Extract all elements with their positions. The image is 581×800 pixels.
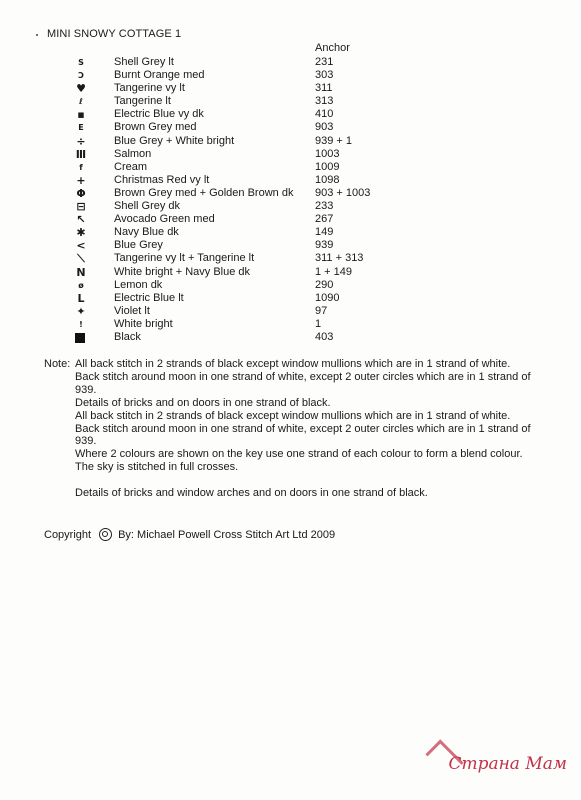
thread-color-name: Black	[114, 330, 141, 343]
stitch-symbol-icon: ⟍	[77, 252, 85, 266]
thread-color-name: Cream	[114, 160, 148, 173]
key-row	[70, 56, 390, 69]
stitch-symbol-icon: ♥	[76, 82, 86, 96]
key-row	[70, 292, 390, 305]
copyright-text: By: Michael Powell Cross Stitch Art Ltd 2009	[118, 528, 336, 541]
copyright-line	[44, 528, 335, 541]
anchor-number: 233	[315, 200, 334, 213]
copyright-label: Copyright	[44, 528, 92, 541]
thread-color-name: Shell Grey lt	[114, 56, 174, 68]
anchor-number: 267	[315, 213, 334, 226]
note-line: All back stitch in 2 strands of black except window mullions which are in 1 strand of white.	[75, 409, 511, 422]
notes-label: Note:	[44, 358, 71, 370]
page-title: MINI SNOWY COTTAGE 1	[47, 28, 182, 40]
thread-color-name: Shell Grey dk	[114, 200, 181, 213]
stitch-symbol-icon: Φ	[76, 186, 86, 200]
stitch-symbol-icon: ⊟	[76, 200, 86, 214]
anchor-number: 311 + 313	[315, 252, 364, 265]
note-line: Where 2 colours are shown on the key use one strand of each colour to form a blend colour.	[75, 448, 523, 461]
anchor-number: 939	[315, 239, 334, 252]
note-line: All back stitch in 2 strands of black except window mullions which are in 1 strand of white.	[75, 358, 511, 370]
key-row	[70, 279, 390, 292]
key-row	[70, 161, 390, 174]
key-row	[70, 239, 390, 252]
thread-color-name: Tangerine vy lt	[114, 82, 185, 95]
thread-color-name: Blue Grey + White bright	[114, 134, 235, 147]
stitch-symbol-icon: E	[78, 123, 84, 133]
notes-spacer	[75, 474, 554, 487]
thread-color-name: Lemon dk	[114, 278, 163, 291]
key-row	[70, 148, 390, 161]
stitch-symbol-icon: ø	[78, 280, 84, 290]
key-row	[70, 135, 390, 148]
thread-color-name: Avocado Green med	[114, 213, 215, 226]
watermark-text: Страна Мам	[448, 754, 567, 774]
anchor-number: 903 + 1003	[315, 186, 371, 199]
key-row	[70, 95, 390, 108]
thread-color-name: Brown Grey med	[114, 121, 197, 134]
note-line: Back stitch around moon in one strand of white, except 2 outer circles which are in 1 strand of 939.	[75, 422, 531, 448]
anchor-number: 97	[315, 304, 328, 317]
stitch-symbol-icon: +	[76, 173, 86, 187]
anchor-number: 231	[315, 56, 334, 68]
anchor-number: 1090	[315, 291, 340, 304]
stitch-symbol-icon	[75, 333, 85, 343]
stitch-symbol-icon: !	[79, 319, 83, 329]
anchor-number: 403	[315, 330, 334, 343]
key-row	[70, 121, 390, 134]
thread-color-name: Tangerine vy lt + Tangerine lt	[114, 252, 255, 265]
key-row	[70, 305, 390, 318]
anchor-number: 303	[315, 69, 334, 82]
thread-color-name: Salmon	[114, 147, 152, 160]
watermark-logo	[448, 754, 567, 774]
key-row	[70, 108, 390, 121]
anchor-number: 149	[315, 226, 334, 239]
thread-color-name: White bright + Navy Blue dk	[114, 265, 251, 278]
stitch-symbol-icon: ÷	[76, 134, 86, 148]
stitch-symbol-icon: N	[76, 265, 86, 279]
anchor-number: 1009	[315, 160, 340, 173]
anchor-number: 290	[315, 278, 334, 291]
thread-color-name: Burnt Orange med	[114, 69, 205, 82]
note-line: The sky is stitched in full crosses.	[75, 461, 239, 474]
notes-section	[44, 358, 554, 500]
anchor-number: 313	[315, 95, 334, 108]
stitch-symbol-icon: ▪	[77, 108, 85, 122]
thread-color-name: Blue Grey	[114, 239, 163, 252]
stitch-symbol-icon: Ⅲ	[75, 147, 87, 161]
anchor-number: 1098	[315, 173, 340, 186]
stitch-symbol-icon: ✦	[76, 304, 86, 318]
thread-color-name: Electric Blue lt	[114, 291, 184, 304]
stitch-symbol-icon: S	[78, 58, 84, 67]
key-row	[70, 252, 390, 265]
stitch-symbol-icon: L	[77, 291, 85, 305]
key-row	[70, 69, 390, 82]
note-line: Details of bricks and window arches and on doors in one strand of black.	[75, 487, 428, 500]
key-row	[70, 174, 390, 187]
key-row	[70, 226, 390, 239]
anchor-number: 1003	[315, 147, 340, 160]
anchor-number: 939 + 1	[315, 134, 353, 147]
stitch-symbol-icon: ✱	[76, 226, 86, 240]
key-row	[70, 82, 390, 95]
note-line: Details of bricks and on doors in one strand of black.	[75, 396, 331, 409]
notes-body	[75, 358, 554, 500]
anchor-number: 410	[315, 108, 334, 121]
stitch-symbol-icon: f	[79, 162, 83, 172]
thread-color-name: Brown Grey med + Golden Brown dk	[114, 186, 294, 199]
stitch-symbol-icon: Ↄ	[78, 71, 84, 81]
anchor-column-header: Anchor	[315, 42, 350, 54]
anchor-number: 903	[315, 121, 334, 134]
key-row	[70, 187, 390, 200]
stitch-symbol-icon: ↖	[76, 213, 86, 227]
thread-color-name: Tangerine lt	[114, 95, 171, 108]
anchor-number: 1	[315, 317, 322, 330]
key-row	[70, 200, 390, 213]
bullet-dot	[36, 34, 38, 36]
stitch-symbol-icon: <	[76, 239, 86, 253]
note-line: Back stitch around moon in one strand of white, except 2 outer circles which are in 1 strand of 939.	[75, 370, 531, 396]
key-row	[70, 331, 390, 344]
key-row	[70, 213, 390, 226]
thread-color-name: Electric Blue vy dk	[114, 108, 204, 121]
key-row	[70, 318, 390, 331]
key-row	[70, 266, 390, 279]
color-key-table	[70, 56, 390, 344]
anchor-number: 311	[315, 82, 333, 95]
thread-color-name: White bright	[114, 317, 173, 330]
anchor-number: 1 + 149	[315, 265, 353, 278]
thread-color-name: Violet lt	[114, 304, 150, 317]
thread-color-name: Navy Blue dk	[114, 226, 179, 239]
copyright-icon	[99, 528, 112, 541]
stitch-symbol-icon: ℓ	[79, 97, 83, 107]
thread-color-name: Christmas Red vy lt	[114, 173, 210, 186]
